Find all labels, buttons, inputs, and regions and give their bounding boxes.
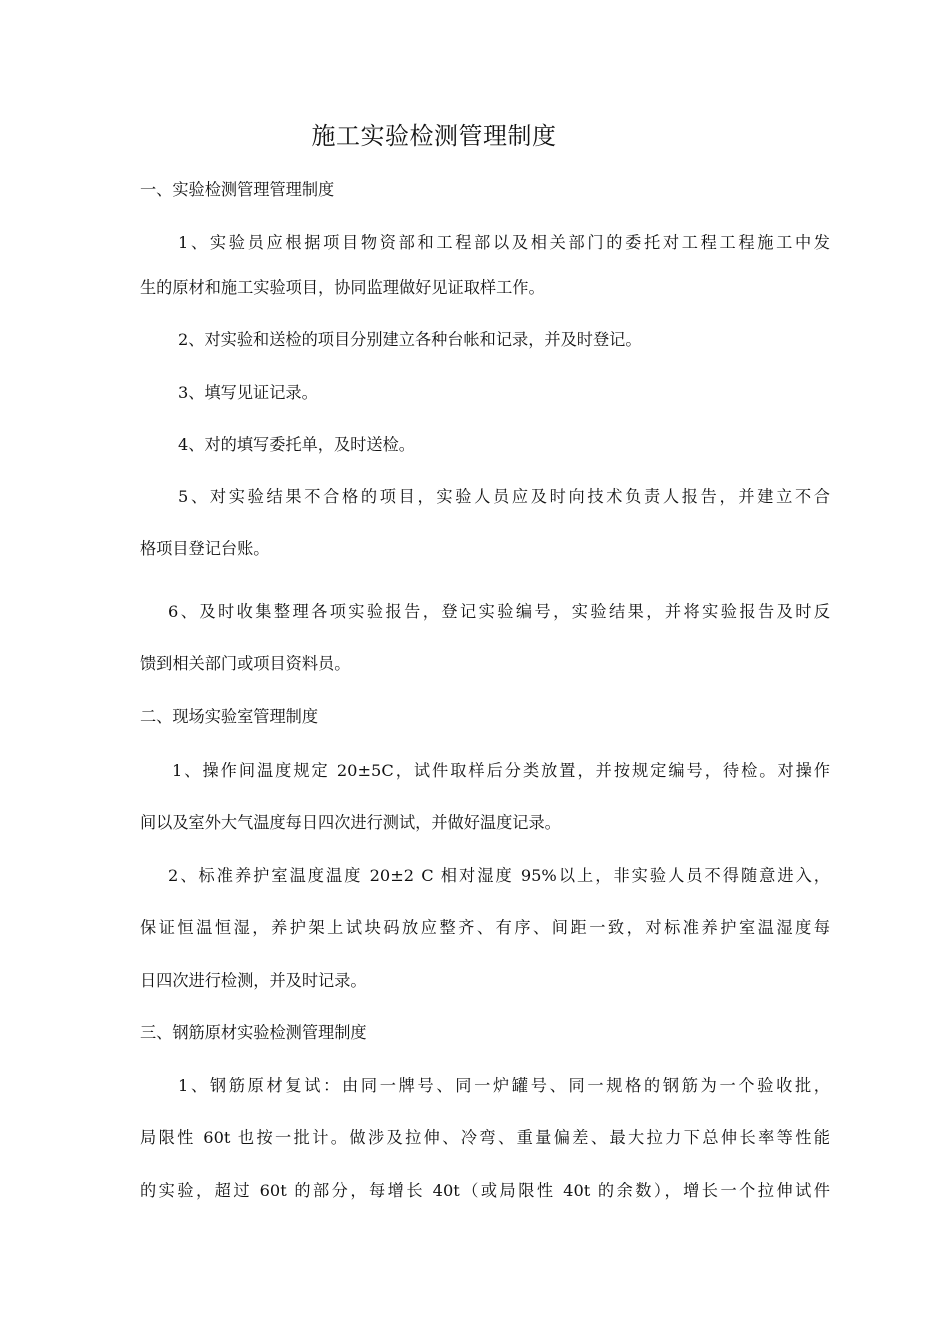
paragraph-line: 2、对实验和送检的项目分别建立各种台帐和记录，并及时登记。 [178,330,642,349]
paragraph-line: 5、对实验结果不合格的项目，实验人员应及时向技术负责人报告，并建立不合 [178,487,830,506]
paragraph-line: 2、标准养护室温度温度 20±2 C 相对湿度 95%以上，非实验人员不得随意进入， [168,866,830,885]
section-heading-1: 一、实验检测管理管理制度 [140,180,335,199]
paragraph-line: 格项目登记台账。 [140,539,270,558]
paragraph-line: 局限性 60t 也按一批计。做涉及拉伸、冷弯、重量偏差、最大拉力下总伸长率等性能 [140,1128,830,1147]
paragraph-line: 保证恒温恒湿，养护架上试块码放应整齐、有序、间距一致，对标准养护室温湿度每 [140,918,830,937]
paragraph-line: 间以及室外大气温度每日四次进行测试，并做好温度记录。 [140,813,561,832]
paragraph-line: 3、填写见证记录。 [178,383,318,402]
paragraph-line: 6、及时收集整理各项实验报告，登记实验编号，实验结果，并将实验报告及时反 [168,602,830,621]
paragraph-line: 1、钢筋原材复试：由同一牌号、同一炉罐号、同一规格的钢筋为一个验收批， [178,1076,830,1095]
paragraph-line: 馈到相关部门或项目资料员。 [140,654,351,673]
paragraph-line: 的实验，超过 60t 的部分，每增长 40t（或局限性 40t 的余数），增长一个拉伸试件 [140,1181,830,1200]
section-heading-2: 二、现场实验室管理制度 [140,707,319,726]
paragraph-line: 4、对的填写委托单，及时送检。 [178,435,415,454]
paragraph-line: 1、实验员应根据项目物资部和工程部以及相关部门的委托对工程工程施工中发 [178,233,830,252]
paragraph-line: 日四次进行检测，并及时记录。 [140,971,367,990]
document-title: 施工实验检测管理制度 [311,122,557,150]
section-heading-3: 三、钢筋原材实验检测管理制度 [140,1023,367,1042]
paragraph-line: 生的原材和施工实验项目，协同监理做好见证取样工作。 [140,278,545,297]
paragraph-line: 1、操作间温度规定 20±5C，试件取样后分类放置，并按规定编号，待检。对操作 [172,761,830,780]
